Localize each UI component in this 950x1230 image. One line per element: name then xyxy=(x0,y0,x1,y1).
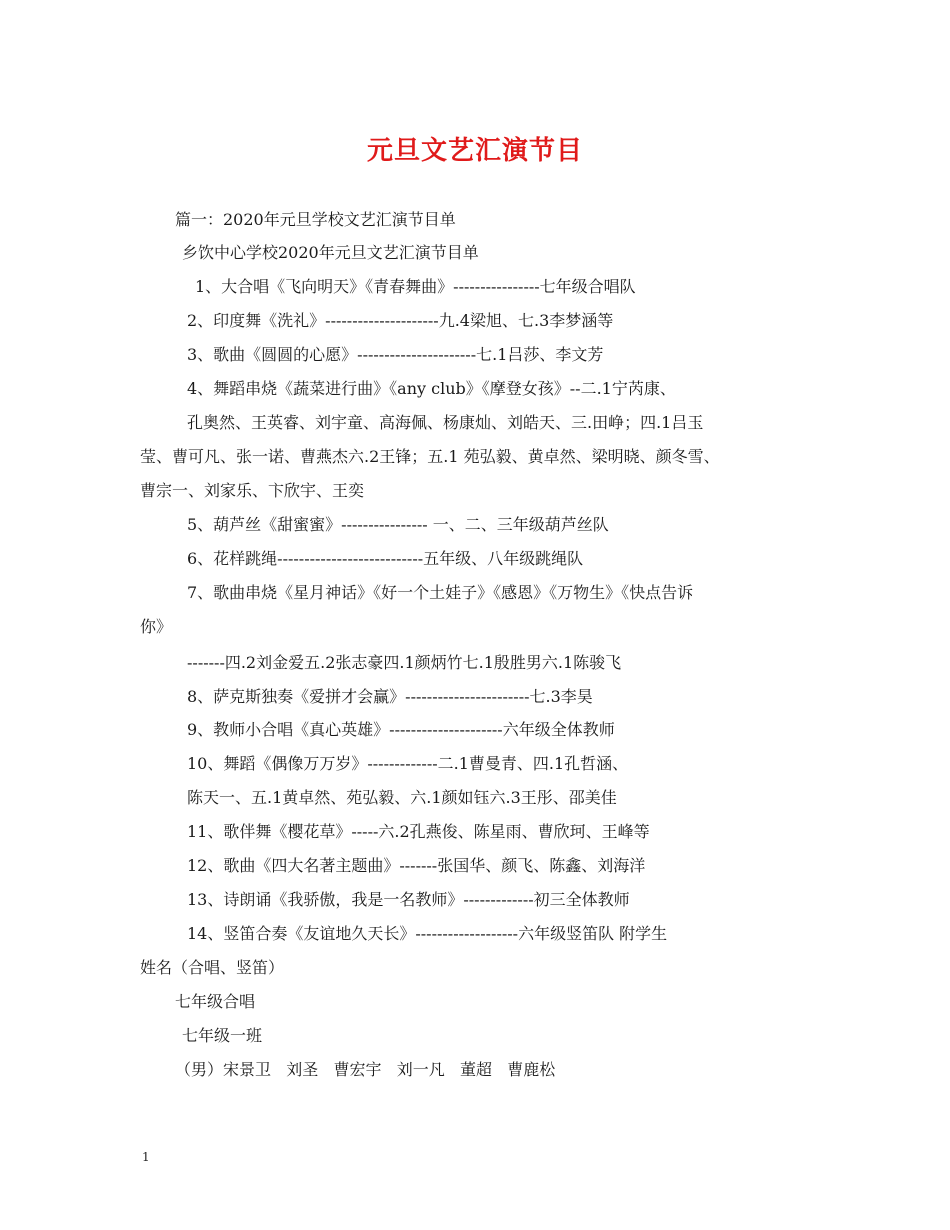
text-line: 篇一：2020年元旦学校文艺汇演节目单 xyxy=(175,210,456,229)
text-line: 3、歌曲《圆圆的心愿》----------------------七.1吕莎、李文芳 xyxy=(187,345,604,364)
text-line: 5、葫芦丝《甜蜜蜜》---------------- 一、二、三年级葫芦丝队 xyxy=(187,515,609,534)
text-line: 莹、曹可凡、张一诺、曹燕杰六.2王锋；五.1 苑弘毅、黄卓然、梁明晓、颜冬雪、 xyxy=(140,447,720,466)
text-line: 2、印度舞《洗礼》---------------------九.4梁旭、七.3李梦涵等 xyxy=(187,311,614,330)
text-line: 孔奥然、王英睿、刘宇童、高海佩、杨康灿、刘皓天、三.田峥；四.1吕玉 xyxy=(187,413,704,432)
text-line: 9、教师小合唱《真心英雄》---------------------六年级全体教师 xyxy=(187,720,615,739)
text-line: 陈天一、五.1黄卓然、苑弘毅、六.1颜如钰六.3王彤、邵美佳 xyxy=(187,788,617,807)
text-line: 14、竖笛合奏《友谊地久天长》-------------------六年级竖笛队 附学生 xyxy=(187,924,668,943)
text-line: -------四.2刘金爱五.2张志豪四.1颜炳竹七.1殷胜男六.1陈骏飞 xyxy=(187,653,622,672)
text-line: 4、舞蹈串烧《蔬菜进行曲》《any club》《摩登女孩》--二.1宁芮康、 xyxy=(187,379,676,398)
text-line: 1、大合唱《飞向明天》《青春舞曲》----------------七年级合唱队 xyxy=(195,277,636,296)
text-line: 11、歌伴舞《樱花草》-----六.2孔燕俊、陈星雨、曹欣珂、王峰等 xyxy=(187,822,650,841)
text-line: 13、诗朗诵《我骄傲，我是一名教师》-------------初三全体教师 xyxy=(187,890,630,909)
text-line: 12、歌曲《四大名著主题曲》-------张国华、颜飞、陈鑫、刘海洋 xyxy=(187,856,646,875)
text-line: 10、舞蹈《偶像万万岁》-------------二.1曹曼青、四.1孔哲涵、 xyxy=(187,754,629,773)
text-line: 七年级合唱 xyxy=(175,992,256,1011)
document-title: 元旦文艺汇演节目 xyxy=(366,136,583,166)
text-line: 乡饮中心学校2020年元旦文艺汇演节目单 xyxy=(182,243,479,262)
text-line: 你》 xyxy=(140,617,173,636)
text-line: 7、歌曲串烧《星月神话》《好一个土娃子》《感恩》《万物生》《快点告诉 xyxy=(187,583,694,602)
text-line: 6、花样跳绳---------------------------五年级、八年级跳绳队 xyxy=(187,549,584,568)
text-line: 曹宗一、刘家乐、卞欣宇、王奕 xyxy=(140,481,365,500)
page-number: 1 xyxy=(142,1150,150,1164)
text-line: 8、萨克斯独奏《爱拼才会赢》-----------------------七.3李昊 xyxy=(187,687,593,706)
text-line: 七年级一班 xyxy=(182,1026,263,1045)
text-line: 姓名（合唱、竖笛） xyxy=(140,958,285,977)
text-line: （男）宋景卫 刘圣 曹宏宇 刘一凡 董超 曹鹿松 xyxy=(175,1060,556,1079)
